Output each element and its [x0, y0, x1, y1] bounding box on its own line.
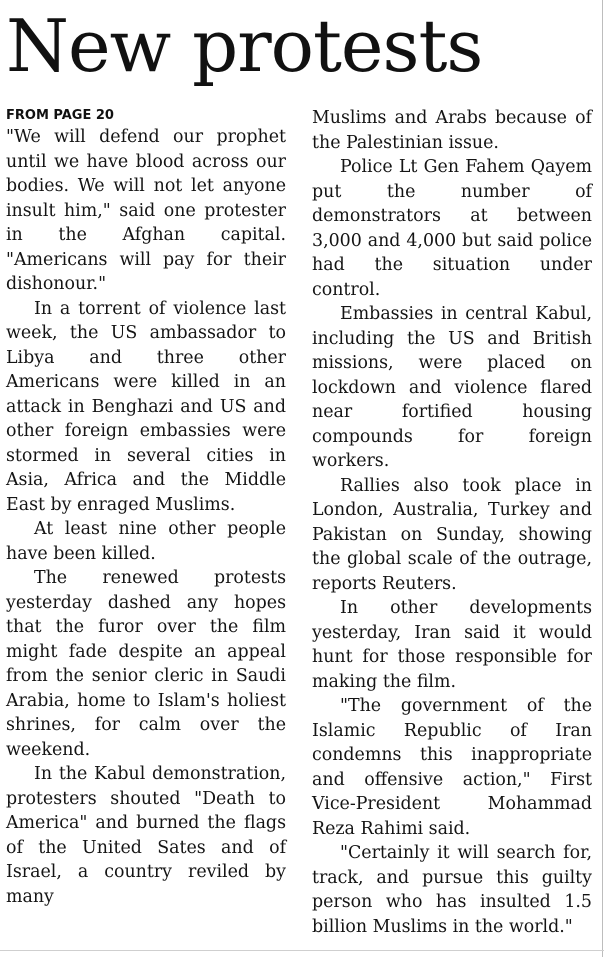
paragraph: "Certainly it will search for, track, and pursue this guilty person who has insulted 1.5 billion Muslims in the world." [312, 843, 592, 937]
paragraph: "The government of the Islamic Republic of Iran condemns this inappropriate and offensive action," First Vice-President Mohammad Reza Rahimi said. [312, 696, 592, 839]
paragraph: In other developments yesterday, Iran said it would hunt for those responsible for making the film. [312, 598, 592, 692]
left-column [6, 107, 286, 909]
paragraph: At least nine other people have been killed. [6, 519, 286, 564]
paragraph: Rallies also took place in London, Australia, Turkey and Pakistan on Sunday, showing the global scale of the outrage, reports Reuters. [312, 475, 592, 594]
right-column [312, 106, 592, 939]
paragraph: Embassies in central Kabul, including the US and British missions, were placed on lockdown and violence flared near fortified housing compounds for foreign workers. [312, 304, 592, 471]
bottom-border [0, 950, 604, 951]
paragraph: Police Lt Gen Fahem Qayem put the number of demonstrators at between 3,000 and 4,000 but said police had the situation under control. [312, 157, 592, 300]
paragraph: In a torrent of violence last week, the US ambassador to Libya and three other Americans were killed in an attack in Benghazi and US and other foreign embassies were stormed in several cities in Asia, Africa and the Middle East by enraged Muslims. [6, 298, 286, 515]
paragraph: In the Kabul demonstration, protesters shouted "Death to America" and burned the flags of the United Sates and of Israel, a country reviled by many [6, 764, 286, 907]
page-reference: FROM PAGE 20 [6, 108, 114, 123]
paragraph: "We will defend our prophet until we have blood across our bodies. We will not let anyone insult him," said one protester in the Afghan capital. "Americans will pay for their dishonour." [6, 127, 286, 294]
column-border [602, 0, 603, 957]
paragraph: The renewed protests yesterday dashed any hopes that the furor over the film might fade despite an appeal from the senior cleric in Saudi Arabia, home to Islam's holiest shrines, for calm over the weekend. [6, 568, 286, 760]
headline: New protests [6, 4, 483, 88]
paragraph: Muslims and Arabs because of the Palestinian issue. [312, 108, 592, 153]
